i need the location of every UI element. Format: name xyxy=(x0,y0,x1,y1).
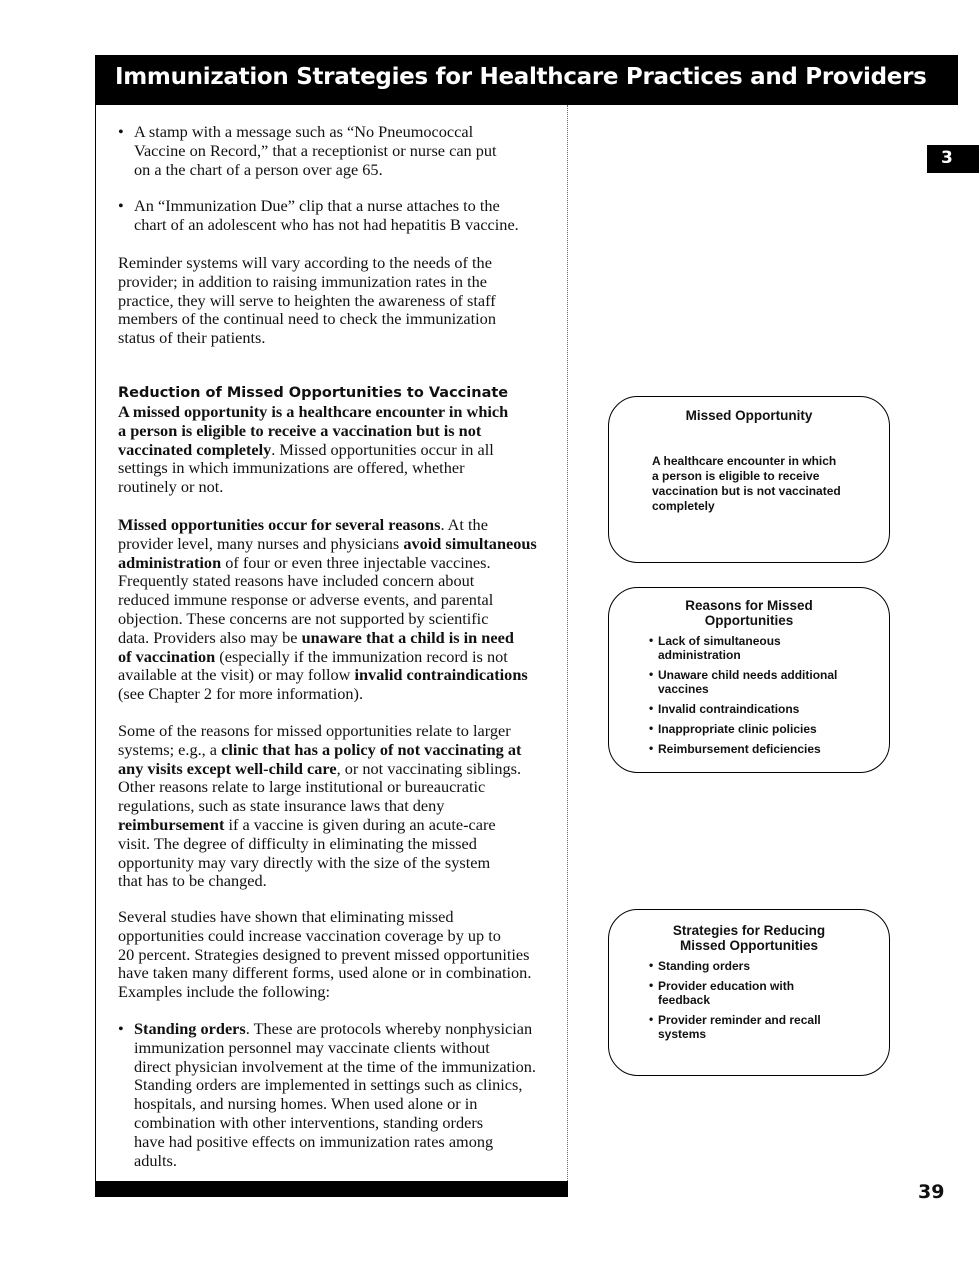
text-fragment: if a vaccine is given during an acute-care xyxy=(224,814,496,834)
emphasis-text: of vaccination xyxy=(118,646,216,666)
text-line: adults. xyxy=(134,1150,177,1170)
text-line: hospitals, and nursing homes. When used alone or in xyxy=(134,1094,478,1114)
bullet-icon: • xyxy=(649,741,654,755)
text-line: settings in which immunizations are offered, whether xyxy=(118,458,465,478)
text-fragment: provider level, many nurses and physicians xyxy=(118,533,404,553)
text-fragment: available at the visit) or may follow xyxy=(118,665,355,685)
emphasis-text: avoid simultaneous xyxy=(403,533,537,553)
text-line: Examples include the following: xyxy=(118,982,331,1002)
list-item xyxy=(118,197,550,235)
text-line: An “Immunization Due” clip that a nurse attaches to the xyxy=(134,196,500,216)
text-line: Reminder systems will vary according to the needs of the xyxy=(118,253,492,272)
column-divider xyxy=(567,105,568,1195)
box-text: vaccination but is not vaccinated xyxy=(652,484,841,498)
reasons-list xyxy=(609,634,889,756)
emphasis-text: Standing orders xyxy=(134,1019,246,1038)
text-line: 20 percent. Strategies designed to prevent missed opportunities xyxy=(118,944,530,964)
chapter-number: 3 xyxy=(941,148,953,168)
list-item: • Inappropriate clinic policies xyxy=(649,721,817,736)
emphasis-text: invalid contraindications xyxy=(354,665,528,685)
box-title: Opportunities xyxy=(704,613,794,628)
top-bullet-list xyxy=(118,123,550,235)
text-line: Other reasons relate to large institutional or bureaucratic xyxy=(118,777,486,797)
text-line: regulations, such as state insurance laws that deny xyxy=(118,796,445,816)
bullet-icon: • xyxy=(118,1019,124,1038)
text-line: opportunity may vary directly with the size of the system xyxy=(118,852,491,872)
bullet-icon: • xyxy=(649,978,654,992)
footer-bar xyxy=(95,1181,568,1197)
left-margin-rule xyxy=(95,105,96,1188)
header-title: Immunization Strategies for Healthcare Practices and Providers xyxy=(115,64,927,90)
text-line: A stamp with a message such as “No Pneumococcal xyxy=(134,122,474,141)
page-number: 39 xyxy=(918,1181,945,1203)
text-line: direct physician involvement at the time of the immunization. xyxy=(134,1056,536,1076)
emphasis-text: clinic that has a policy of not vaccinating at xyxy=(221,739,522,759)
box-title: Missed Opportunity xyxy=(685,408,813,423)
box-text: A healthcare encounter in which xyxy=(652,454,837,468)
bullet-icon: • xyxy=(118,196,124,216)
list-item: • Invalid contraindications xyxy=(649,701,800,716)
definition-text: a person is eligible to receive a vaccination but is not xyxy=(118,420,482,440)
page-header xyxy=(95,55,958,105)
paragraph-studies xyxy=(118,908,550,1002)
box-text: completely xyxy=(652,499,715,513)
list-item xyxy=(118,123,550,179)
section-heading: Reduction of Missed Opportunities to Vaccinate xyxy=(118,385,509,401)
list-item: • Lack of simultaneous administration xyxy=(649,633,781,662)
definition-text: A missed opportunity is a healthcare encounter in which xyxy=(118,402,509,421)
text-line: Several studies have shown that eliminating missed xyxy=(118,907,454,926)
text-line: have had positive effects on immunization rates among xyxy=(134,1131,494,1151)
paragraph-reasons xyxy=(118,516,550,704)
text-fragment: of four or even three injectable vaccines. xyxy=(221,552,491,572)
text-line: Vaccine on Record,” that a receptionist or nurse can put xyxy=(134,140,497,160)
sidebar-box-missed-opportunity xyxy=(608,396,890,563)
text-fragment: , or not vaccinating siblings. xyxy=(336,758,522,778)
text-line: visit. The degree of difficulty in eliminating the missed xyxy=(118,833,477,853)
paragraph-systems xyxy=(118,722,550,891)
emphasis-text: any visits except well-child care xyxy=(118,758,337,778)
list-item: • Standing orders xyxy=(649,958,751,973)
text-line: status of their patients. xyxy=(118,328,266,348)
bullet-icon: • xyxy=(649,667,654,681)
strategies-list xyxy=(609,959,889,1041)
text-line: objection. These concerns are not supported by scientific xyxy=(118,608,489,628)
list-item: • Reimbursement deficiencies xyxy=(649,741,821,756)
bullet-icon: • xyxy=(649,701,654,715)
definition-text: vaccinated completely xyxy=(118,439,272,459)
box-title: Strategies for Reducing xyxy=(672,923,826,938)
bullet-icon: • xyxy=(649,721,654,735)
text-line: practice, they will serve to heighten the awareness of staff xyxy=(118,290,496,310)
emphasis-text: reimbursement xyxy=(118,814,225,834)
box-text: a person is eligible to receive xyxy=(652,469,820,483)
list-item: • Provider education with feedback xyxy=(649,978,795,1007)
emphasis-text: unaware that a child is in need xyxy=(301,627,514,647)
bullet-standing-orders xyxy=(118,1020,550,1170)
list-item xyxy=(118,1020,550,1170)
text-line: combination with other interventions, standing orders xyxy=(134,1112,484,1132)
section-missed-opportunities xyxy=(118,384,550,497)
list-item: • Unaware child needs additional vaccines xyxy=(649,667,838,696)
text-fragment: data. Providers also may be xyxy=(118,627,302,647)
text-line: immunization personnel may vaccinate clients without xyxy=(134,1037,490,1057)
text-line: reduced immune response or adverse events, and parental xyxy=(118,590,494,610)
text-line: Standing orders are implemented in settings such as clinics, xyxy=(134,1075,523,1095)
chapter-tab xyxy=(927,145,979,173)
bullet-icon: • xyxy=(118,122,124,141)
text-fragment: . At the xyxy=(440,515,488,534)
text-fragment: (especially if the immunization record is not xyxy=(215,646,508,666)
emphasis-text: administration xyxy=(118,552,222,572)
emphasis-text: Missed opportunities occur for several reasons xyxy=(118,515,441,534)
text-fragment: . These are protocols whereby nonphysician xyxy=(245,1019,533,1038)
text-line: members of the continual need to check the immunization xyxy=(118,309,496,329)
text-line: routinely or not. xyxy=(118,477,224,497)
text-line: provider; in addition to raising immunization rates in the xyxy=(118,271,487,291)
text-line: that has to be changed. xyxy=(118,871,267,891)
box-title: Reasons for Missed xyxy=(685,598,813,613)
bullet-icon: • xyxy=(649,633,654,647)
text-line: (see Chapter 2 for more information). xyxy=(118,684,364,704)
list-item: • Provider reminder and recall systems xyxy=(649,1012,821,1041)
text-line: have taken many different forms, used alone or in combination. xyxy=(118,963,532,983)
sidebar-box-reasons xyxy=(608,587,890,773)
sidebar-box-strategies xyxy=(608,909,890,1076)
bullet-icon: • xyxy=(649,1012,654,1026)
text-fragment: systems; e.g., a xyxy=(118,739,222,759)
text-line: Some of the reasons for missed opportunities relate to larger xyxy=(118,721,511,740)
text-line: on a the chart of a person over age 65. xyxy=(134,159,383,179)
text-line: Frequently stated reasons have included concern about xyxy=(118,571,475,591)
paragraph-reminder xyxy=(118,254,550,348)
box-title: Missed Opportunities xyxy=(679,938,818,953)
text-line: opportunities could increase vaccination coverage by up to xyxy=(118,925,501,945)
bullet-icon: • xyxy=(649,958,654,972)
text-fragment: . Missed opportunities occur in all xyxy=(271,439,494,459)
text-line: chart of an adolescent who has not had hepatitis B vaccine. xyxy=(134,215,519,235)
